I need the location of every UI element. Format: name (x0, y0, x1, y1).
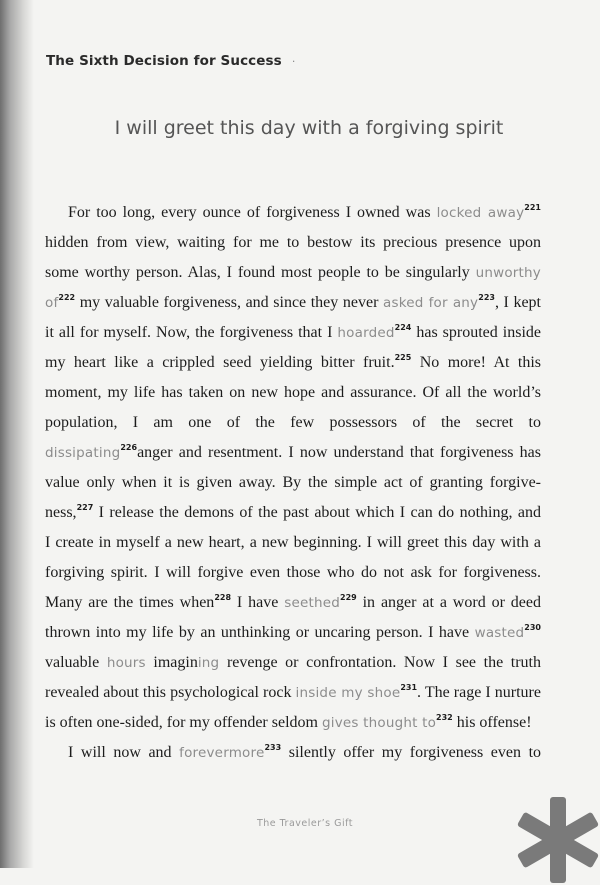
glossed-phrase: seethed (284, 595, 341, 611)
footnote-ref: 232 (436, 713, 453, 722)
glossed-phrase: locked away (436, 205, 525, 221)
footnote-ref: 226 (120, 443, 138, 452)
text-run: valuable (45, 654, 107, 671)
text-run: value only when it is given away. By the simple act of granting forgive- (45, 474, 541, 491)
glossed-phrase: wasted (474, 625, 525, 641)
text-run: . The rage I nurture (417, 684, 541, 701)
text-line (45, 648, 541, 678)
text-line (45, 258, 541, 288)
glossed-phrase: forevermore (179, 745, 265, 761)
text-run: hidden from view, waiting for me to bestow its precious presence upon (45, 234, 541, 251)
text-line (45, 738, 541, 768)
text-run: I will now and (68, 744, 180, 761)
text-line (45, 558, 541, 588)
glossed-phrase: dissipating (45, 445, 121, 461)
text-line (45, 468, 541, 498)
text-run: Many are the times when (45, 594, 215, 611)
text-line (45, 288, 541, 318)
chapter-title: I will greet this day with a forgiving spirit (114, 117, 504, 139)
text-run: revealed about this psychological rock (45, 684, 296, 701)
text-line (45, 348, 541, 378)
glossed-phrase: hoarded (337, 325, 395, 341)
text-run: my valuable forgiveness, and since they never (75, 294, 383, 311)
text-run: silently offer my forgiveness even to (281, 744, 542, 761)
footnote-ref: 225 (394, 353, 412, 362)
running-head-text: The Sixth Decision for Success (46, 53, 282, 69)
running-head (46, 53, 295, 69)
text-line (45, 198, 541, 228)
text-run: my heart like a crippled seed yielding bitter fruit. (45, 354, 395, 371)
text-run: it all for myself. Now, the forgiveness that I (45, 324, 338, 341)
text-line (45, 528, 541, 558)
text-run: is often one-sided, for my offender seldom (45, 714, 322, 731)
footnote-ref: 233 (264, 743, 282, 752)
text-run: I have (231, 594, 285, 611)
glossed-phrase: inside my shoe (295, 685, 401, 701)
text-run: , I kept (494, 294, 541, 311)
text-run: moment, my life has taken on new hope and assurance. Of all the world’s (45, 384, 541, 401)
text-run: imagin (145, 654, 198, 671)
text-run: some worthy person. Alas, I found most people to be singularly (45, 264, 476, 281)
text-run: I create in myself a new heart, a new beginning. I will greet this day with a (45, 534, 541, 551)
footnote-ref: 229 (340, 593, 357, 602)
glossed-phrase: gives thought to (321, 715, 437, 731)
text-line (45, 618, 541, 648)
text-run: in anger at a word or deed (356, 594, 542, 611)
text-line (45, 708, 541, 738)
page-footer: The Traveler’s Gift (256, 818, 354, 829)
footnote-ref: 231 (400, 683, 418, 692)
running-head-mark: · (291, 55, 296, 68)
glossed-phrase: of (45, 295, 59, 311)
footnote-ref: 221 (524, 203, 541, 212)
text-run: For too long, every ounce of forgiveness I owned was (68, 204, 437, 221)
footnote-ref: 228 (214, 593, 232, 602)
text-run: No more! At this (411, 354, 541, 371)
glossed-phrase: ing (197, 655, 220, 671)
footnote-ref: 222 (58, 293, 76, 302)
text-line (45, 228, 541, 258)
footnote-ref: 230 (524, 623, 541, 632)
text-line (45, 378, 541, 408)
text-run: his offense! (452, 714, 532, 731)
glossed-phrase: hours (106, 655, 146, 671)
text-run: has sprouted inside (411, 324, 541, 341)
text-run: I release the demons of the past about which I can do nothing, and (93, 504, 541, 521)
text-line (45, 588, 541, 618)
text-run: thrown into my life by an unthinking or uncaring person. I have (45, 624, 475, 641)
text-run: anger and resentment. I now understand that forgiveness has (137, 444, 541, 461)
text-run: ness, (45, 504, 77, 521)
text-run: revenge or confrontation. Now I see the truth (219, 654, 542, 671)
glossed-phrase: asked for any (382, 295, 479, 311)
text-line (45, 678, 541, 708)
footnote-ref: 227 (76, 503, 94, 512)
glossed-phrase: unworthy (475, 265, 541, 281)
body-text (45, 198, 541, 768)
text-run: forgiving spirit. I will forgive even those who do not ask for forgiveness. (45, 564, 541, 581)
text-run: population, I am one of the few possessors of the secret to (45, 414, 541, 431)
asterisk-icon (513, 795, 600, 885)
footnote-ref: 223 (478, 293, 495, 302)
text-line (45, 498, 541, 528)
footnote-ref: 224 (394, 323, 412, 332)
text-line (45, 438, 541, 468)
text-line (45, 318, 541, 348)
text-line (45, 408, 541, 438)
